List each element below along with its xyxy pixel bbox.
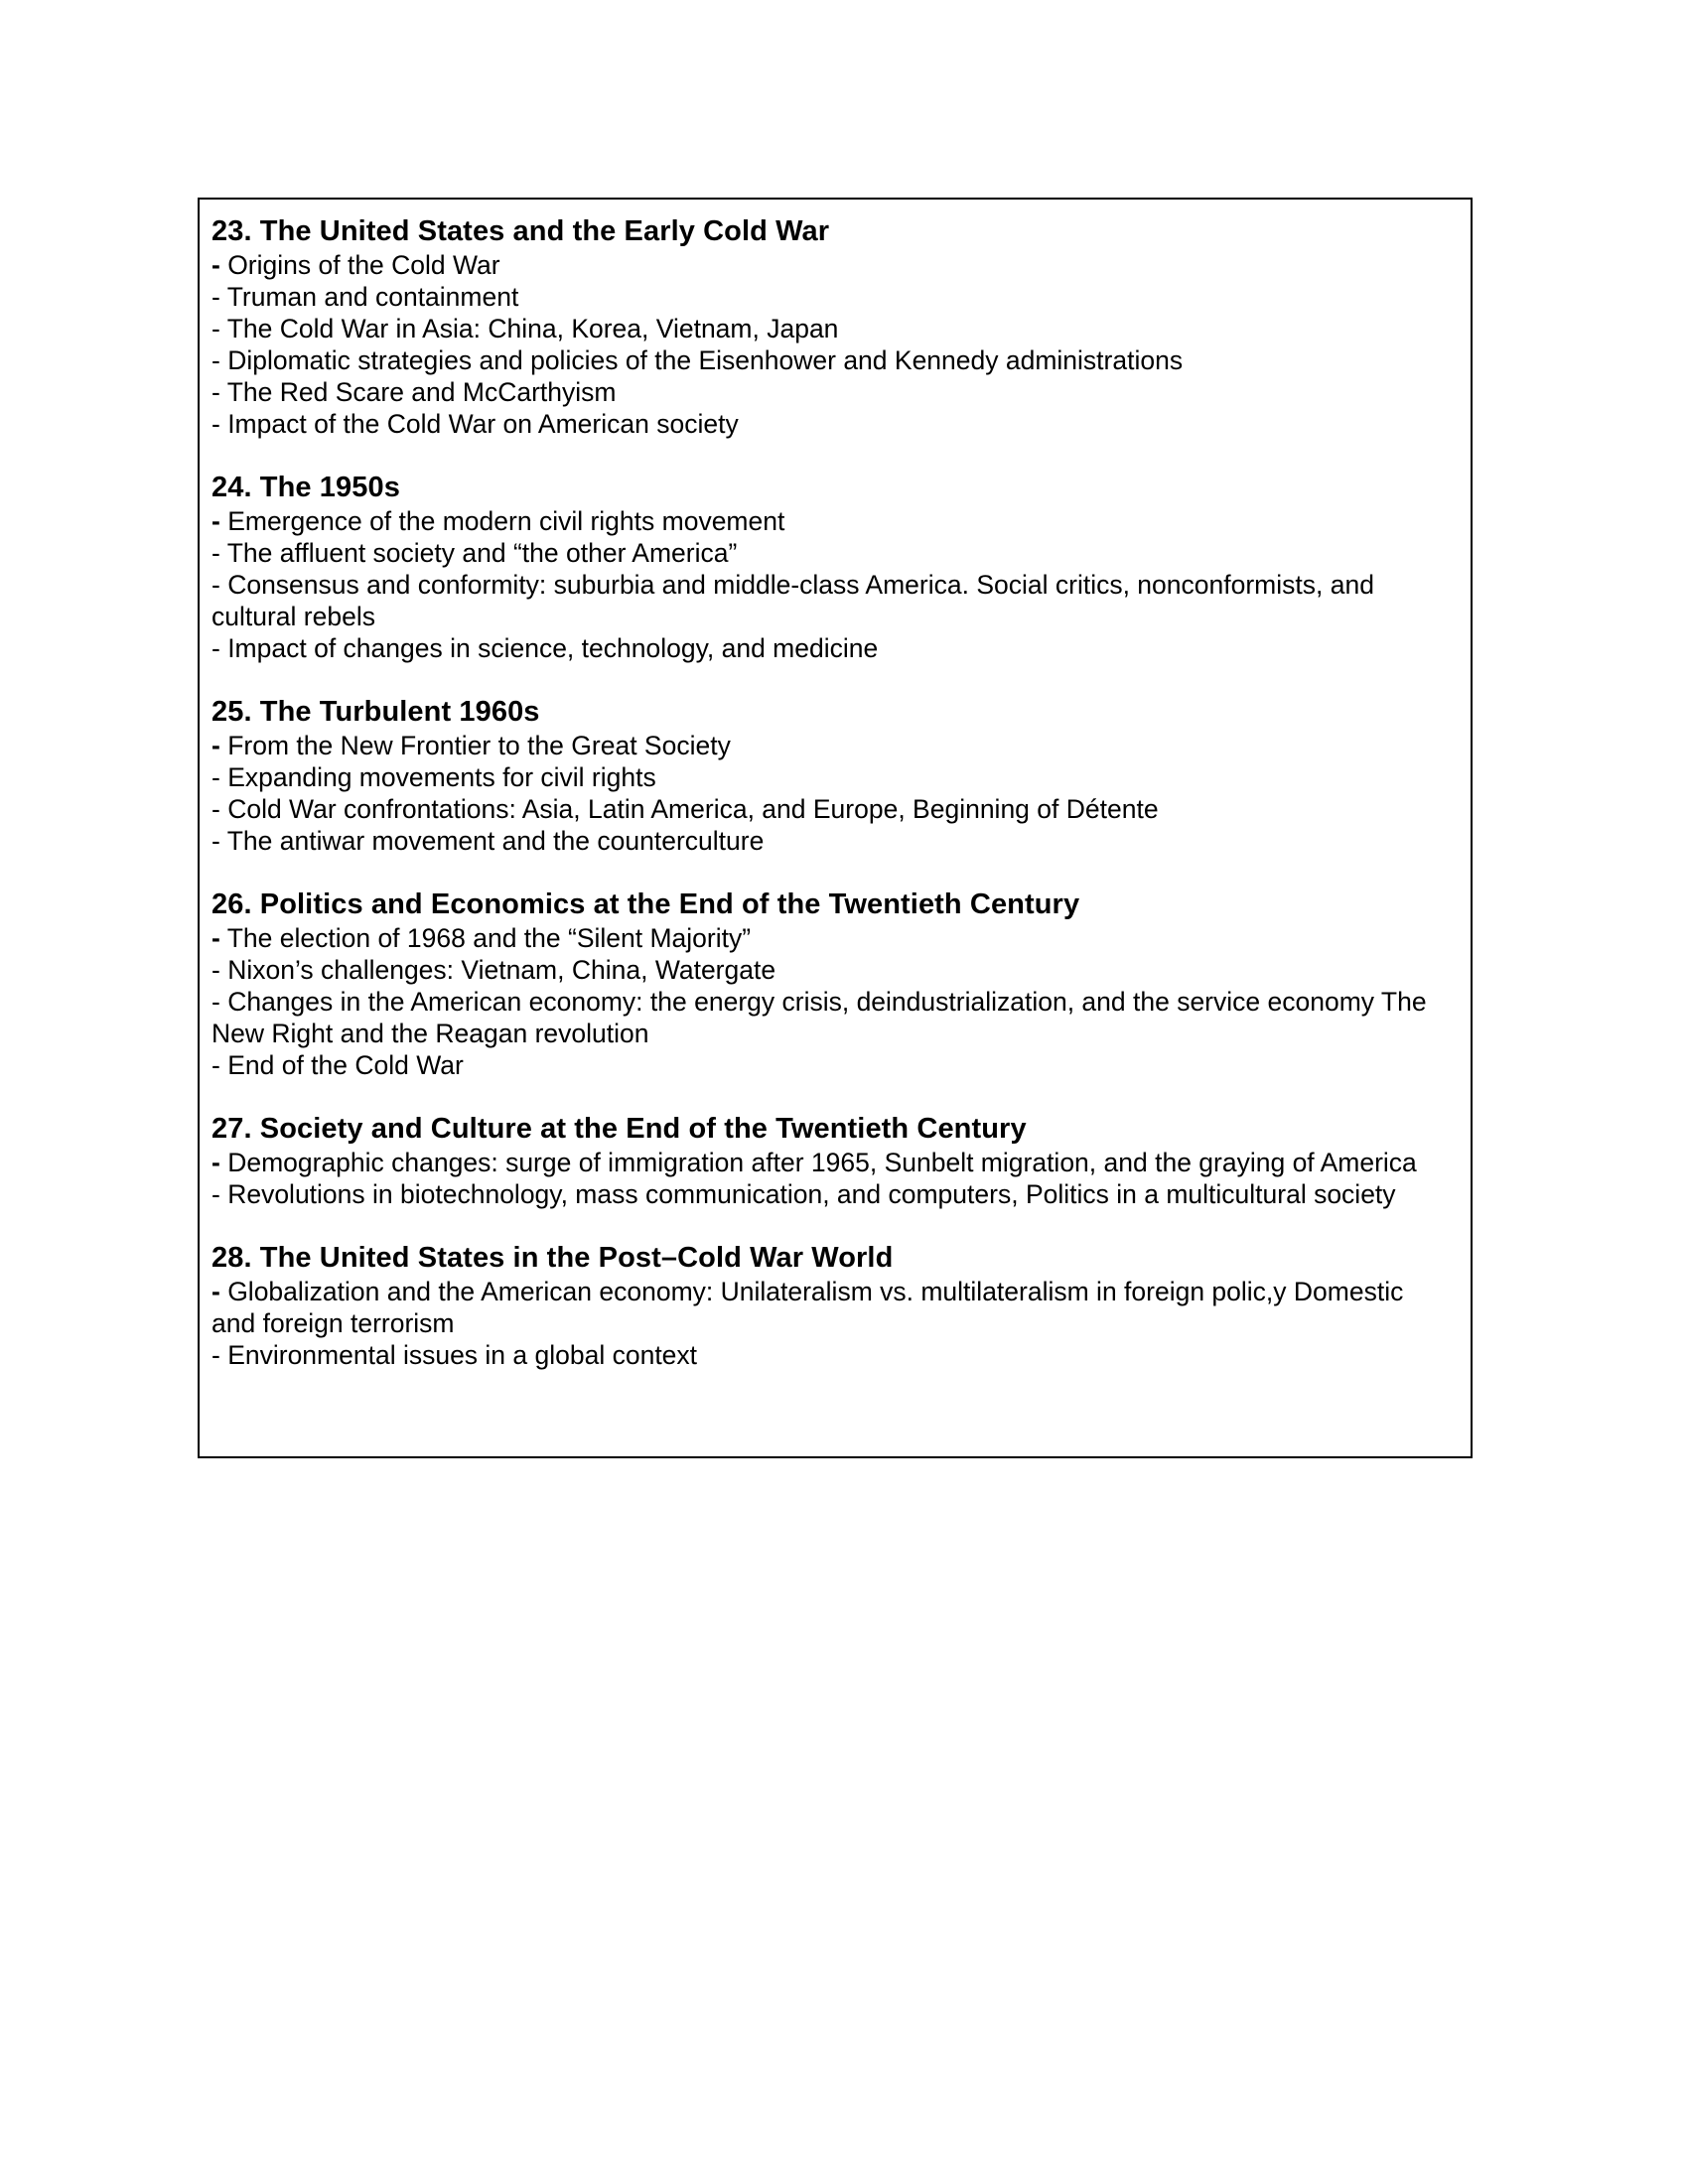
item-dash: - bbox=[211, 250, 220, 280]
item-text: The antiwar movement and the counterculture bbox=[219, 826, 765, 856]
item-text: The affluent society and “the other America” bbox=[219, 538, 738, 568]
item-text: The Cold War in Asia: China, Korea, Vietnam, Japan bbox=[219, 314, 839, 343]
section-27 bbox=[211, 1111, 1455, 1210]
outline-item bbox=[211, 313, 1455, 344]
outline-item bbox=[211, 505, 1455, 537]
outline-item bbox=[211, 825, 1455, 857]
outline-item bbox=[211, 761, 1455, 793]
item-dash: - bbox=[211, 314, 220, 343]
item-dash: - bbox=[211, 826, 220, 856]
section-24 bbox=[211, 470, 1455, 664]
item-text: The election of 1968 and the “Silent Majority” bbox=[219, 923, 752, 953]
outline-item bbox=[211, 793, 1455, 825]
section-title: 26. Politics and Economics at the End of the Twentieth Century bbox=[211, 888, 1080, 920]
outline-item bbox=[211, 730, 1455, 761]
section-title: 28. The United States in the Post–Cold War World bbox=[211, 1242, 894, 1274]
item-text: From the New Frontier to the Great Society bbox=[219, 731, 731, 760]
item-text: Environmental issues in a global context bbox=[219, 1340, 698, 1370]
item-text: Impact of changes in science, technology, and medicine bbox=[219, 633, 879, 663]
course-outline-box bbox=[198, 198, 1473, 1458]
section-28 bbox=[211, 1240, 1455, 1371]
item-text: Truman and containment bbox=[219, 282, 519, 312]
item-dash: - bbox=[211, 409, 220, 439]
item-dash: - bbox=[211, 570, 220, 600]
item-dash: - bbox=[211, 538, 220, 568]
item-dash: - bbox=[211, 762, 220, 792]
item-dash: - bbox=[211, 923, 220, 953]
outline-item bbox=[211, 632, 1455, 664]
outline-item bbox=[211, 922, 1455, 954]
item-dash: - bbox=[211, 282, 220, 312]
item-dash: - bbox=[211, 377, 220, 407]
item-text: Impact of the Cold War on American society bbox=[219, 409, 739, 439]
item-dash: - bbox=[211, 506, 220, 536]
item-dash: - bbox=[211, 1179, 220, 1209]
item-dash: - bbox=[211, 1148, 220, 1177]
item-text: Revolutions in biotechnology, mass communication, and computers, Politics in a multicultural society bbox=[219, 1179, 1396, 1209]
item-dash: - bbox=[211, 1277, 220, 1306]
outline-item bbox=[211, 1276, 1455, 1339]
outline-item bbox=[211, 537, 1455, 569]
outline-item bbox=[211, 408, 1455, 440]
section-23 bbox=[211, 213, 1455, 440]
item-dash: - bbox=[211, 633, 220, 663]
item-text: Expanding movements for civil rights bbox=[219, 762, 656, 792]
section-25 bbox=[211, 694, 1455, 857]
item-text: Globalization and the American economy: Unilateralism vs. multilateralism in foreign polic,y Domestic and foreign terrorism bbox=[211, 1277, 1404, 1338]
section-title: 25. The Turbulent 1960s bbox=[211, 696, 540, 728]
outline-item bbox=[211, 954, 1455, 986]
section-title: 27. Society and Culture at the End of the Twentieth Century bbox=[211, 1113, 1027, 1145]
item-dash: - bbox=[211, 987, 220, 1017]
item-text: Demographic changes: surge of immigration after 1965, Sunbelt migration, and the graying of America bbox=[219, 1148, 1417, 1177]
item-text: Consensus and conformity: suburbia and middle-class America. Social critics, nonconformists, and cultural rebels bbox=[211, 570, 1374, 631]
outline-item bbox=[211, 986, 1455, 1049]
section-26 bbox=[211, 887, 1455, 1081]
outline-item bbox=[211, 1178, 1455, 1210]
section-title: 23. The United States and the Early Cold War bbox=[211, 215, 830, 247]
outline-item bbox=[211, 1147, 1455, 1178]
item-dash: - bbox=[211, 1340, 220, 1370]
item-text: Origins of the Cold War bbox=[219, 250, 500, 280]
item-text: Diplomatic strategies and policies of the Eisenhower and Kennedy administrations bbox=[219, 345, 1184, 375]
item-dash: - bbox=[211, 1050, 220, 1080]
item-dash: - bbox=[211, 345, 220, 375]
outline-item bbox=[211, 376, 1455, 408]
outline-item bbox=[211, 1339, 1455, 1371]
item-text: The Red Scare and McCarthyism bbox=[219, 377, 617, 407]
outline-item bbox=[211, 249, 1455, 281]
item-text: Cold War confrontations: Asia, Latin America, and Europe, Beginning of Détente bbox=[219, 794, 1159, 824]
section-title: 24. The 1950s bbox=[211, 472, 400, 503]
outline-item bbox=[211, 1049, 1455, 1081]
item-dash: - bbox=[211, 731, 220, 760]
item-text: Nixon’s challenges: Vietnam, China, Watergate bbox=[219, 955, 776, 985]
outline-item bbox=[211, 344, 1455, 376]
item-dash: - bbox=[211, 955, 220, 985]
item-text: Changes in the American economy: the energy crisis, deindustrialization, and the service economy The New Right and the Reagan revolution bbox=[211, 987, 1427, 1048]
outline-item bbox=[211, 281, 1455, 313]
item-dash: - bbox=[211, 794, 220, 824]
outline-item bbox=[211, 569, 1455, 632]
item-text: Emergence of the modern civil rights movement bbox=[219, 506, 785, 536]
item-text: End of the Cold War bbox=[219, 1050, 464, 1080]
